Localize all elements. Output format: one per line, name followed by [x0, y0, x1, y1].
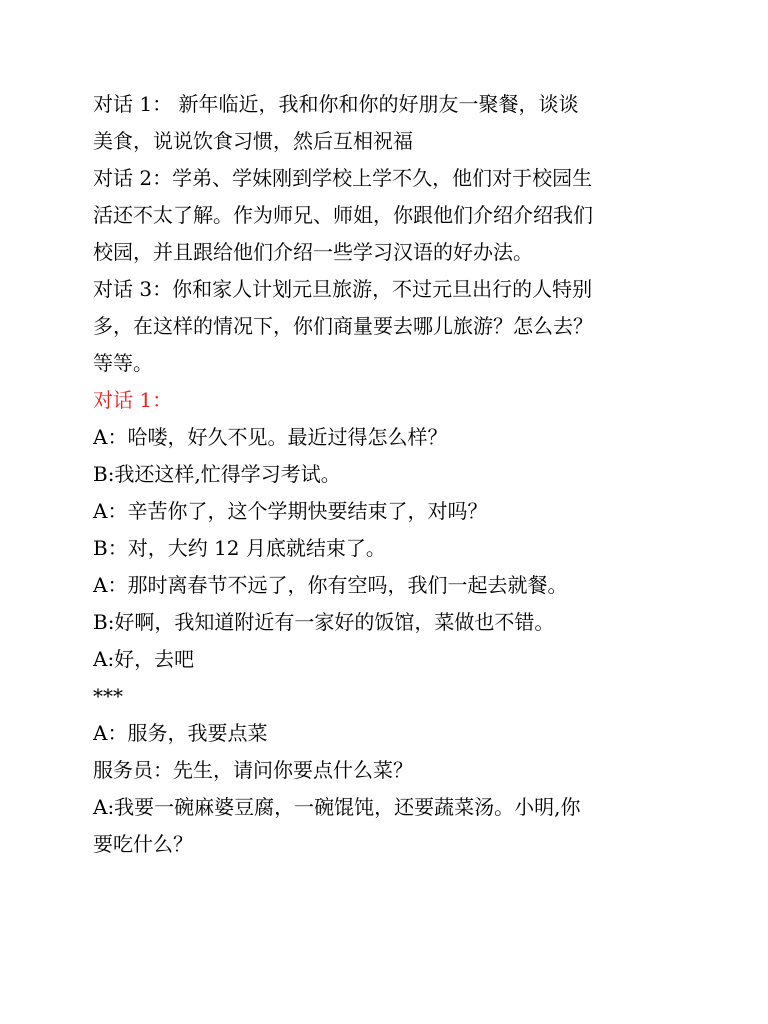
topic-1-line-2: 美食，说说饮食习惯，然后互相祝福 [93, 129, 413, 153]
dialogue-line: A:好，去吧 [93, 647, 195, 671]
topic-2-line-3: 校园，并且跟给他们介绍一些学习汉语的好办法。 [93, 240, 533, 264]
dialogue-line: B:好啊，我知道附近有一家好的饭馆，菜做也不错。 [93, 610, 555, 634]
dialogue-line: A：服务，我要点菜 [93, 721, 268, 745]
topic-2-line-2: 活还不太了解。作为师兄、师姐，你跟他们介绍介绍我们 [93, 203, 593, 227]
dialogue-line: 服务员：先生，请问你要点什么菜？ [93, 758, 413, 782]
dialogue-line: A:我要一碗麻婆豆腐，一碗馄饨，还要蔬菜汤。小明,你 [93, 795, 581, 819]
dialogue-line: B:我还这样,忙得学习考试。 [93, 462, 341, 486]
topic-3 [93, 271, 683, 382]
scene-separator: *** [93, 684, 123, 708]
topic-2-line-1: 对话 2：学弟、学妹刚到学校上学不久，他们对于校园生 [93, 166, 593, 190]
topic-1-line-1: 对话 1： 新年临近，我和你和你的好朋友一聚餐，谈谈 [93, 92, 579, 116]
document-page [93, 86, 683, 863]
dialogue-line: 要吃什么？ [93, 832, 193, 856]
dialogue [93, 419, 683, 863]
dialogue-heading: 对话 1： [93, 388, 173, 412]
dialogue-line: B：对，大约 12 月底就结束了。 [93, 536, 386, 560]
dialogue-line: A：哈喽，好久不见。最近过得怎么样？ [93, 425, 448, 449]
dialogue-line: A：那时离春节不远了，你有空吗，我们一起去就餐。 [93, 573, 568, 597]
topic-3-line-2: 多，在这样的情况下，你们商量要去哪儿旅游？怎么去？ [93, 314, 593, 338]
topic-1 [93, 86, 683, 160]
topic-2 [93, 160, 683, 271]
topic-3-line-1: 对话 3：你和家人计划元旦旅游，不过元旦出行的人特别 [93, 277, 593, 301]
topic-3-line-3: 等等。 [93, 351, 153, 375]
dialogue-line: A：辛苦你了，这个学期快要结束了，对吗？ [93, 499, 488, 523]
